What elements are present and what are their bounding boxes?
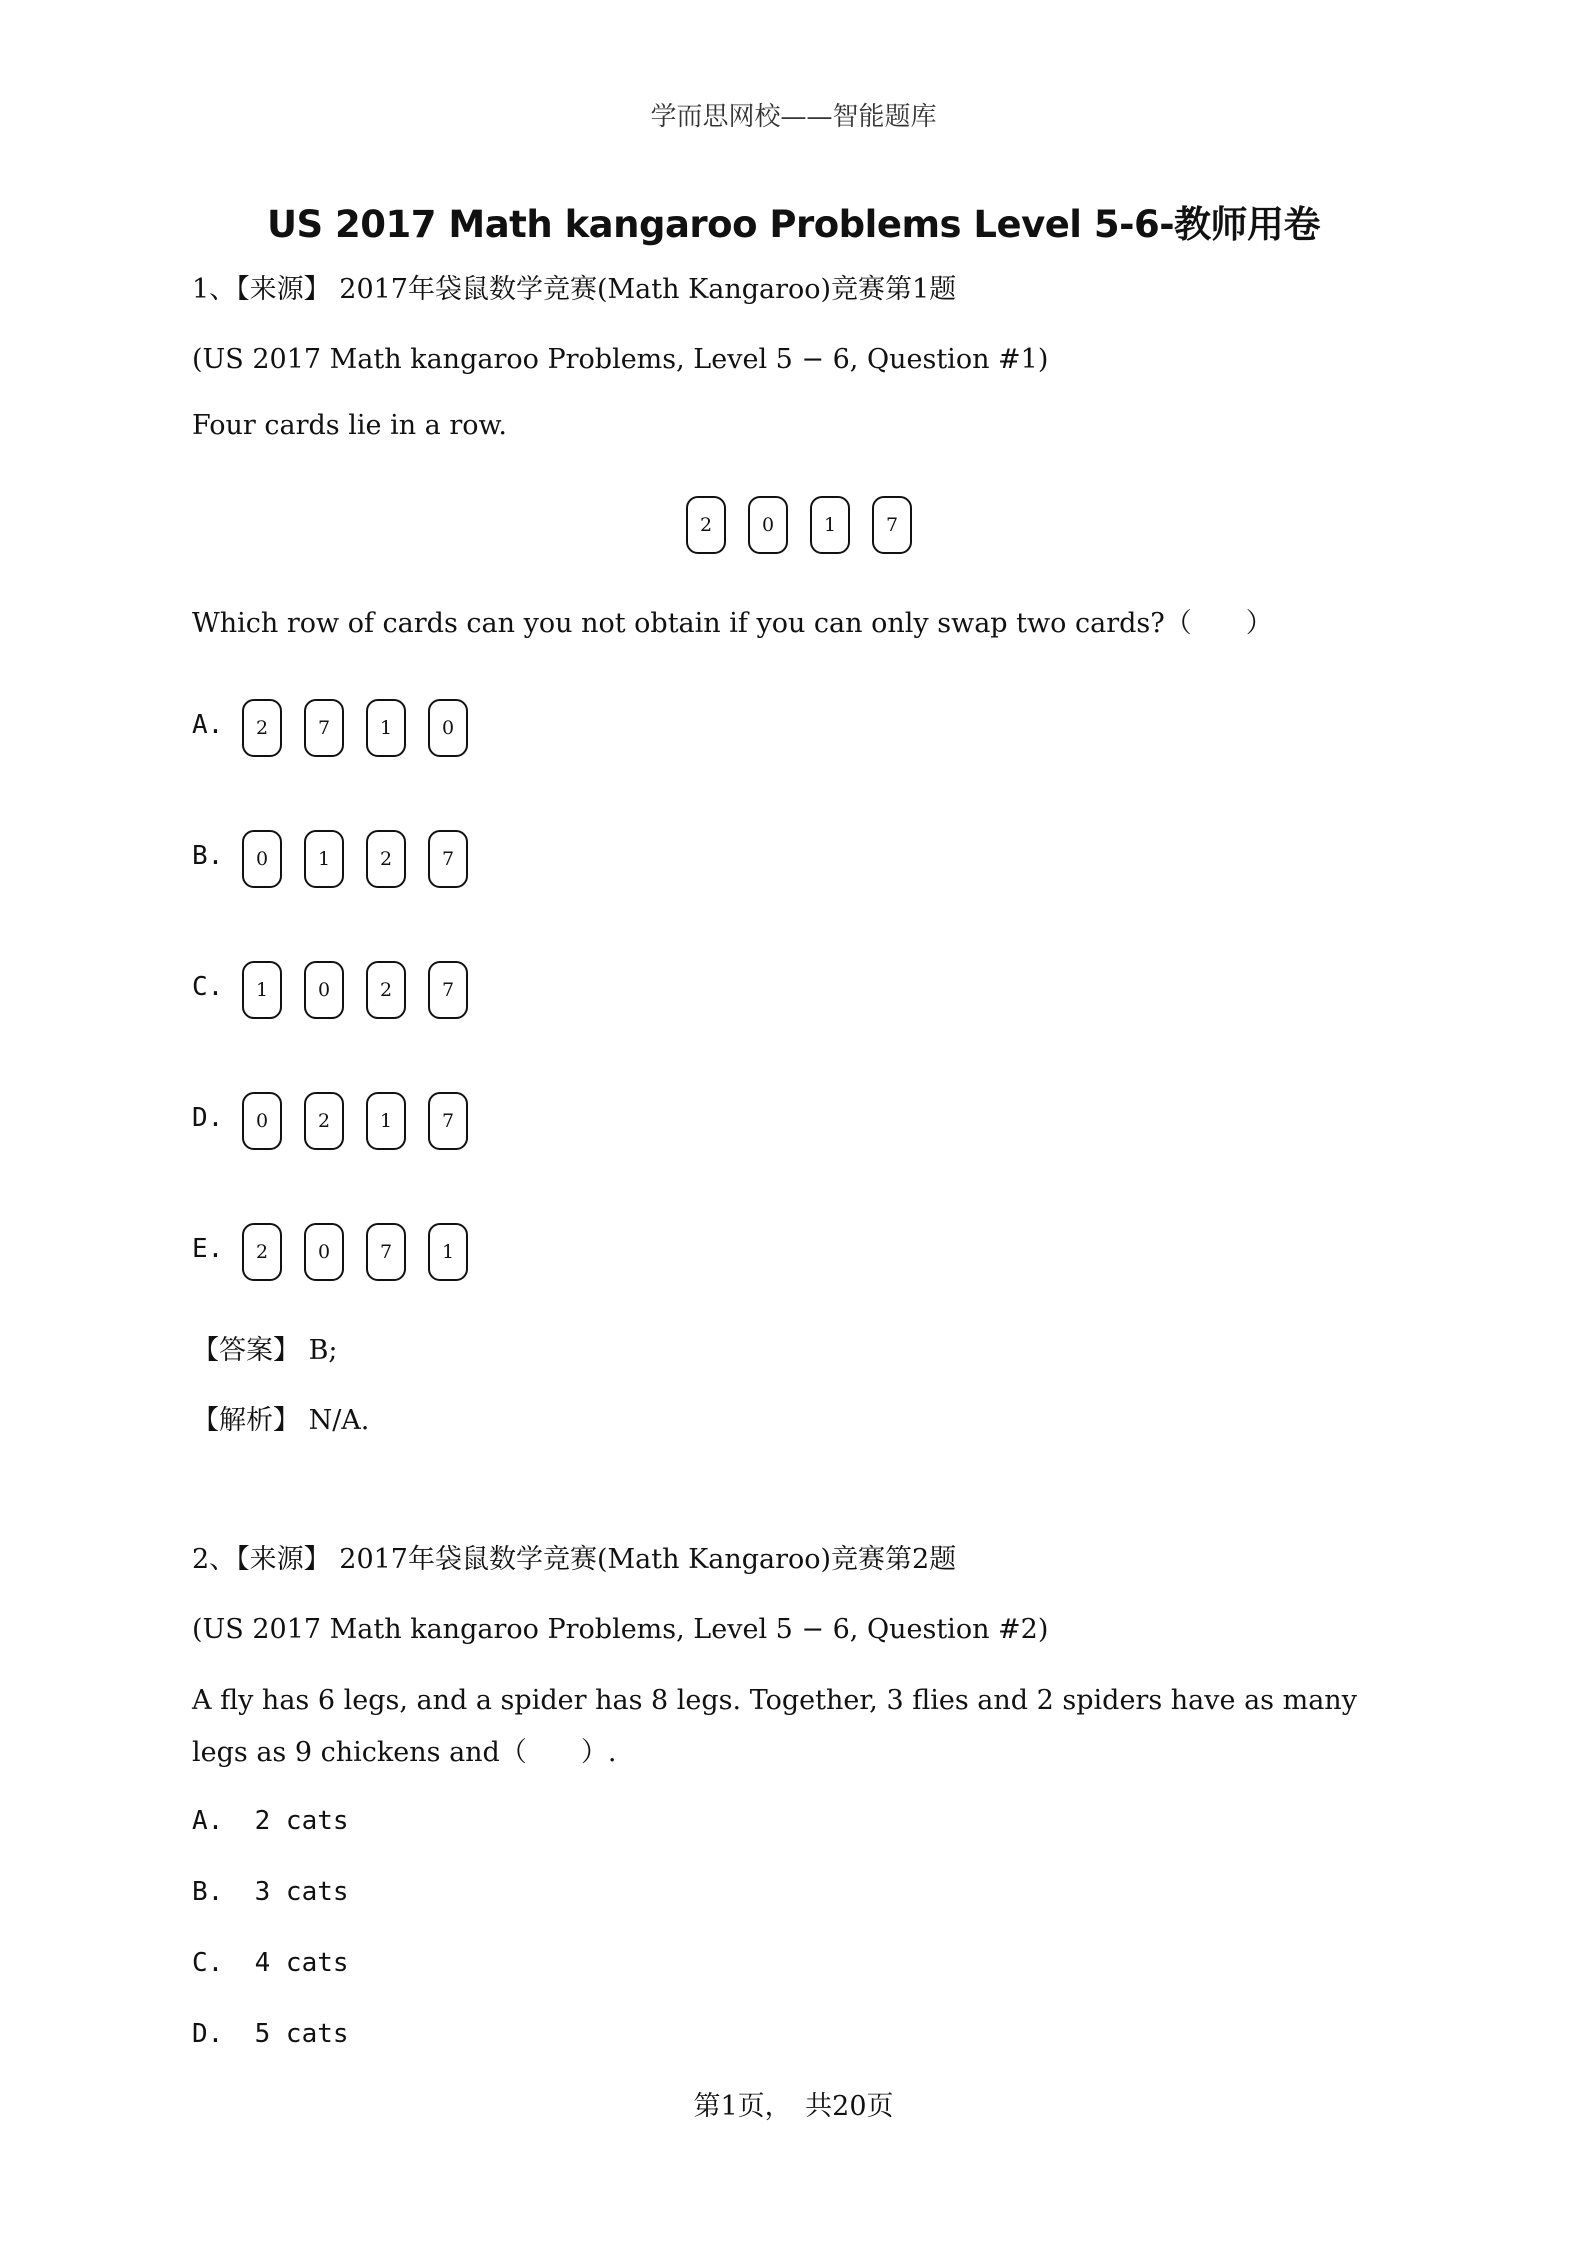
q1-option-a-letter: A. bbox=[192, 710, 224, 740]
page-footer: 第1页， 共20页 bbox=[693, 2091, 894, 2122]
card: 1 bbox=[810, 496, 850, 554]
card: 0 bbox=[304, 961, 344, 1019]
q1-source: 1、【来源】 2017年袋鼠数学竞赛(Math Kangaroo)竞赛第1题 bbox=[192, 274, 957, 305]
q1-option-e-cards bbox=[242, 1223, 490, 1281]
page-header: 学而思网校——智能题库 bbox=[650, 102, 937, 132]
card: 0 bbox=[304, 1223, 344, 1281]
card: 0 bbox=[242, 1092, 282, 1150]
q1-option-a-cards bbox=[242, 699, 490, 757]
q1-option-b-cards bbox=[242, 830, 490, 888]
q2-option-a: A. 2 cats bbox=[192, 1806, 349, 1836]
q2-reference: (US 2017 Math kangaroo Problems, Level 5 − 6, Question #2) bbox=[192, 1614, 1049, 1645]
card: 2 bbox=[366, 961, 406, 1019]
card: 1 bbox=[366, 699, 406, 757]
q1-question: Which row of cards can you not obtain if you can only swap two cards?（ ） bbox=[192, 608, 1273, 639]
q1-initial-cards bbox=[686, 496, 934, 554]
q1-option-c-cards bbox=[242, 961, 490, 1019]
q1-option-d-cards bbox=[242, 1092, 490, 1150]
card: 7 bbox=[428, 830, 468, 888]
card: 2 bbox=[242, 1223, 282, 1281]
card: 1 bbox=[428, 1223, 468, 1281]
card: 1 bbox=[304, 830, 344, 888]
card: 2 bbox=[242, 699, 282, 757]
card: 0 bbox=[242, 830, 282, 888]
card: 2 bbox=[686, 496, 726, 554]
q1-option-d-letter: D. bbox=[192, 1103, 224, 1133]
card: 2 bbox=[304, 1092, 344, 1150]
q2-source: 2、【来源】 2017年袋鼠数学竞赛(Math Kangaroo)竞赛第2题 bbox=[192, 1544, 957, 1575]
card: 2 bbox=[366, 830, 406, 888]
document-title: US 2017 Math kangaroo Problems Level 5-6-教师用卷 bbox=[266, 203, 1321, 246]
q2-option-c: C. 4 cats bbox=[192, 1948, 349, 1978]
q1-option-e-letter: E. bbox=[192, 1234, 224, 1264]
card: 1 bbox=[242, 961, 282, 1019]
card: 7 bbox=[428, 1092, 468, 1150]
q1-analysis: 【解析】 N/A. bbox=[192, 1405, 370, 1436]
card: 7 bbox=[304, 699, 344, 757]
card: 7 bbox=[366, 1223, 406, 1281]
q1-option-c-letter: C. bbox=[192, 972, 224, 1002]
card: 7 bbox=[428, 961, 468, 1019]
q1-intro: Four cards lie in a row. bbox=[192, 410, 508, 441]
card: 0 bbox=[748, 496, 788, 554]
q1-answer: 【答案】 B; bbox=[192, 1335, 338, 1366]
card: 1 bbox=[366, 1092, 406, 1150]
q1-reference: (US 2017 Math kangaroo Problems, Level 5 − 6, Question #1) bbox=[192, 344, 1049, 375]
card: 0 bbox=[428, 699, 468, 757]
q2-option-b: B. 3 cats bbox=[192, 1877, 349, 1907]
q1-option-b-letter: B. bbox=[192, 841, 224, 871]
q2-option-d: D. 5 cats bbox=[192, 2019, 349, 2049]
q2-question: A fly has 6 legs, and a spider has 8 legs. Together, 3 flies and 2 spiders have as many legs as 9 chickens and（ ）. bbox=[192, 1685, 1357, 1768]
card: 7 bbox=[872, 496, 912, 554]
